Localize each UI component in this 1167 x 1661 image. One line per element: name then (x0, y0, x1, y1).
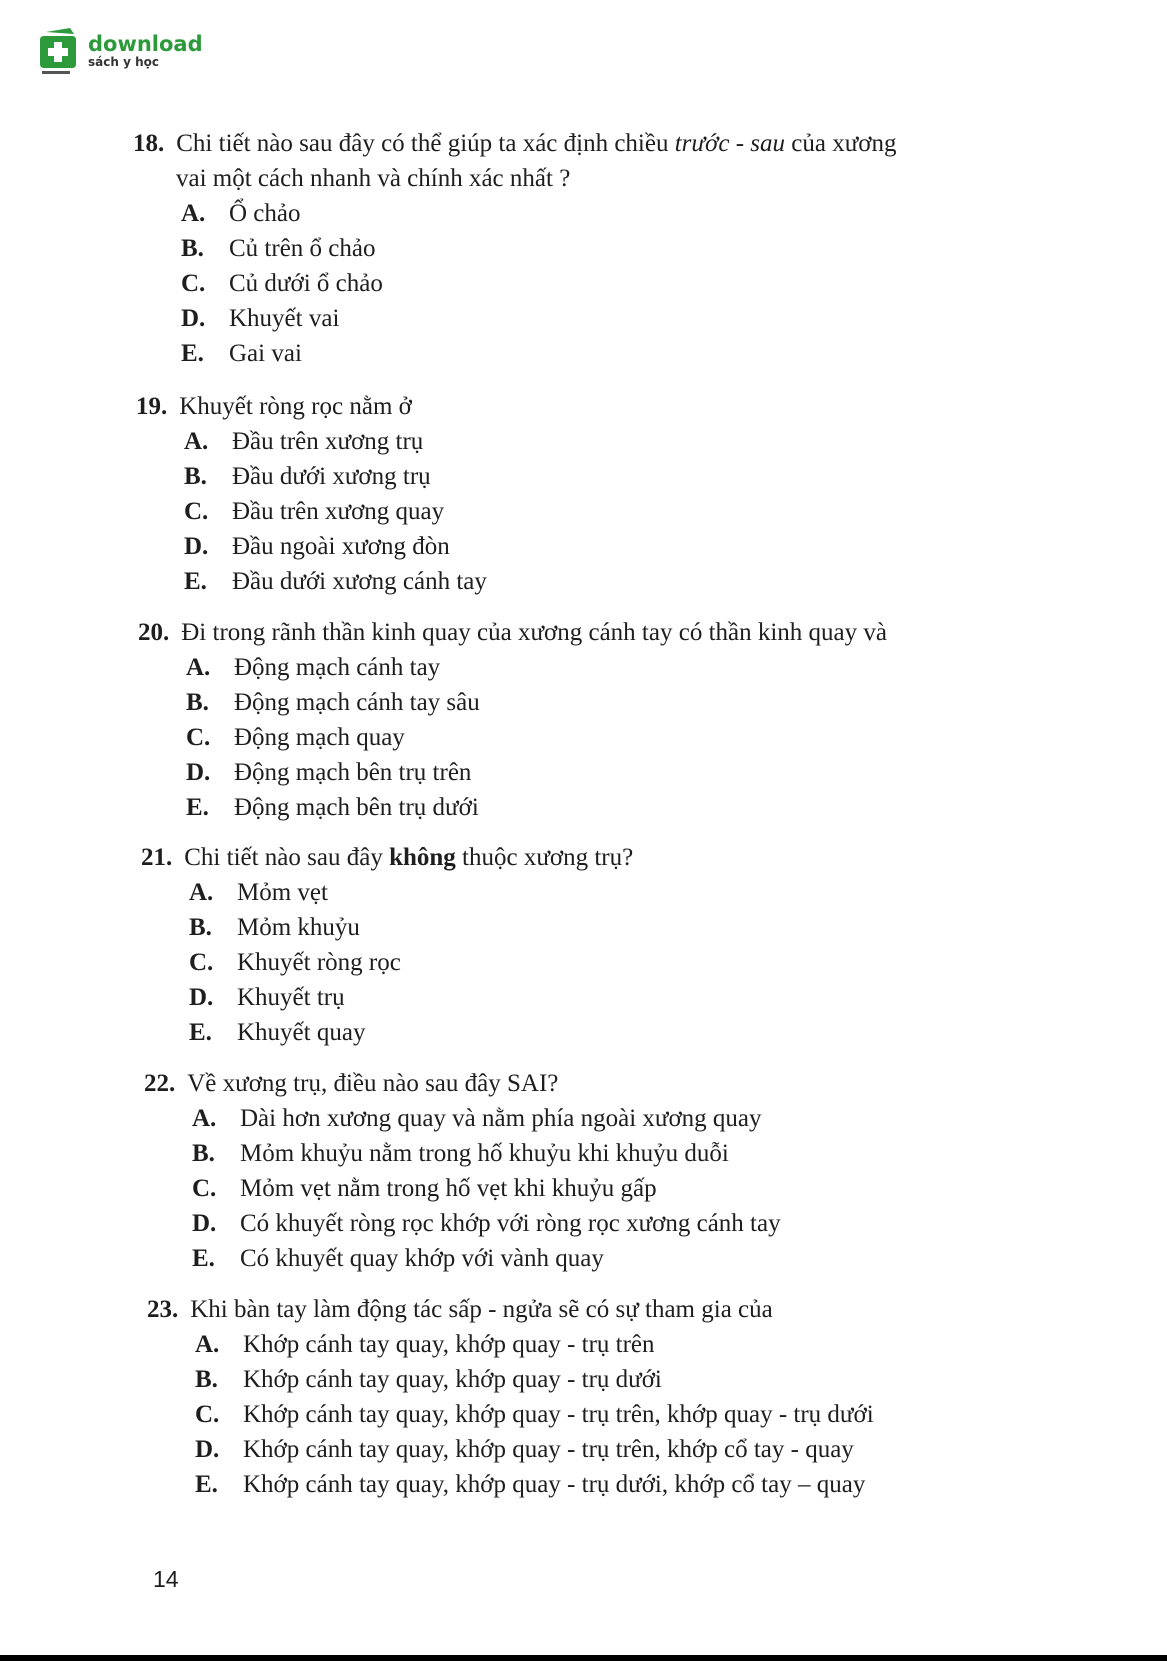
option-c (189, 945, 633, 980)
option-e (189, 1015, 633, 1050)
option-b (184, 459, 487, 494)
logo (36, 26, 203, 76)
option-text: Động mạch bên trụ trên (234, 759, 472, 786)
option-c (192, 1171, 781, 1206)
option-e (186, 790, 887, 825)
option-text: Gai vai (229, 340, 302, 367)
option-text: Khớp cánh tay quay, khớp quay - trụ trên (243, 1331, 655, 1358)
option-letter: B. (184, 463, 207, 490)
options-list (189, 875, 633, 1050)
option-letter: E. (184, 568, 207, 595)
option-text: Khuyết vai (229, 305, 340, 332)
option-b (195, 1362, 874, 1397)
option-text: Khuyết trụ (237, 984, 345, 1011)
option-letter: E. (195, 1471, 218, 1498)
option-e (184, 564, 487, 599)
option-letter: C. (186, 724, 211, 751)
option-c (181, 266, 897, 301)
option-letter: D. (195, 1436, 220, 1463)
option-a (181, 196, 897, 231)
option-letter: C. (192, 1175, 217, 1202)
question-text-continuation: vai một cách nhanh và chính xác nhất ? (176, 165, 571, 192)
options-list (184, 424, 487, 599)
option-d (186, 755, 887, 790)
option-text: Có khuyết quay khớp với vành quay (240, 1245, 604, 1272)
option-text: Khớp cánh tay quay, khớp quay - trụ dưới, khớp cổ tay – quay (243, 1471, 866, 1498)
option-c (184, 494, 487, 529)
question-20 (138, 615, 887, 825)
option-text: Ổ chảo (229, 200, 301, 227)
option-text: Động mạch cánh tay (234, 654, 441, 681)
option-text: Động mạch cánh tay sâu (234, 689, 480, 716)
option-text: Đầu trên xương quay (232, 498, 445, 525)
option-a (186, 650, 887, 685)
scan-edge-bar (0, 1655, 1167, 1661)
option-text: Có khuyết ròng rọc khớp với ròng rọc xương cánh tay (240, 1210, 781, 1237)
option-c (195, 1397, 874, 1432)
logo-title: download (88, 32, 203, 56)
option-b (181, 231, 897, 266)
option-text: Động mạch quay (234, 724, 405, 751)
question-18 (133, 126, 897, 371)
options-list (181, 196, 897, 371)
option-letter: D. (184, 533, 209, 560)
option-text: Đầu trên xương trụ (232, 428, 424, 455)
question-text: 20. Đi trong rãnh thần kinh quay của xương cánh tay có thần kinh quay và (138, 619, 887, 646)
option-a (195, 1327, 874, 1362)
option-letter: C. (195, 1401, 220, 1428)
option-d (189, 980, 633, 1015)
question-number: 19. (136, 393, 168, 420)
option-a (192, 1101, 781, 1136)
option-text: Động mạch bên trụ dưới (234, 794, 479, 821)
options-list (195, 1327, 874, 1502)
option-text: Khớp cánh tay quay, khớp quay - trụ trên, khớp cổ tay - quay (243, 1436, 854, 1463)
question-text: 21. Chi tiết nào sau đây không thuộc xương trụ? (141, 844, 634, 871)
question-21 (141, 840, 633, 1050)
option-text: Khuyết ròng rọc (237, 949, 401, 976)
question-text: 18. Chi tiết nào sau đây có thể giúp ta xác định chiều trước - sau của xương (133, 130, 897, 157)
option-b (192, 1136, 781, 1171)
option-d (192, 1206, 781, 1241)
option-b (189, 910, 633, 945)
option-letter: A. (184, 428, 209, 455)
option-a (184, 424, 487, 459)
option-letter: C. (184, 498, 209, 525)
option-b (186, 685, 887, 720)
question-text: 19. Khuyết ròng rọc nằm ở (136, 393, 412, 420)
option-text: Đầu dưới xương cánh tay (232, 568, 487, 595)
option-text: Khuyết quay (237, 1019, 366, 1046)
question-number: 23. (147, 1296, 179, 1323)
question-number: 18. (133, 130, 165, 157)
option-letter: D. (192, 1210, 217, 1237)
option-letter: B. (195, 1366, 218, 1393)
option-text: Đầu ngoài xương đòn (232, 533, 450, 560)
option-letter: C. (181, 270, 206, 297)
option-letter: B. (189, 914, 212, 941)
option-text: Mỏm vẹt nằm trong hố vẹt khi khuỷu gấp (240, 1175, 657, 1202)
emphasis-bold: không (389, 844, 456, 871)
option-text: Khớp cánh tay quay, khớp quay - trụ dưới (243, 1366, 662, 1393)
option-text: Đầu dưới xương trụ (232, 463, 431, 490)
question-number: 21. (141, 844, 173, 871)
question-23 (147, 1292, 874, 1502)
option-letter: A. (195, 1331, 220, 1358)
question-number: 22. (144, 1070, 176, 1097)
page-number: 14 (153, 1566, 179, 1592)
option-letter: A. (192, 1105, 217, 1132)
option-text: Củ dưới ổ chảo (229, 270, 383, 297)
option-letter: A. (189, 879, 214, 906)
option-letter: A. (181, 200, 206, 227)
question-19 (136, 389, 487, 599)
option-letter: E. (189, 1019, 212, 1046)
question-number: 20. (138, 619, 170, 646)
option-text: Củ trên ổ chảo (229, 235, 376, 262)
option-e (181, 336, 897, 371)
question-text: 22. Về xương trụ, điều nào sau đây SAI? (144, 1070, 559, 1097)
option-letter: E. (192, 1245, 215, 1272)
logo-subtitle: sách y học (88, 55, 159, 69)
option-letter: B. (192, 1140, 215, 1167)
option-d (181, 301, 897, 336)
question-22 (144, 1066, 781, 1276)
option-a (189, 875, 633, 910)
options-list (186, 650, 887, 825)
option-e (195, 1467, 874, 1502)
option-letter: C. (189, 949, 214, 976)
option-text: Khớp cánh tay quay, khớp quay - trụ trên, khớp quay - trụ dưới (243, 1401, 874, 1428)
option-letter: D. (181, 305, 206, 332)
option-e (192, 1241, 781, 1276)
option-text: Dài hơn xương quay và nằm phía ngoài xương quay (240, 1105, 762, 1132)
option-d (184, 529, 487, 564)
options-list (192, 1101, 781, 1276)
option-letter: D. (186, 759, 211, 786)
option-letter: B. (181, 235, 204, 262)
medical-cross-icon (36, 26, 82, 76)
option-text: Mỏm vẹt (237, 879, 328, 906)
option-text: Mỏm khuỷu nằm trong hố khuỷu khi khuỷu duỗi (240, 1140, 729, 1167)
option-letter: D. (189, 984, 214, 1011)
option-letter: B. (186, 689, 209, 716)
option-text: Mỏm khuỷu (237, 914, 360, 941)
option-letter: E. (186, 794, 209, 821)
option-letter: E. (181, 340, 204, 367)
question-text: 23. Khi bàn tay làm động tác sấp - ngửa sẽ có sự tham gia của (147, 1296, 773, 1323)
option-c (186, 720, 887, 755)
emphasis-italic: trước - sau (674, 130, 786, 157)
option-letter: A. (186, 654, 211, 681)
option-d (195, 1432, 874, 1467)
